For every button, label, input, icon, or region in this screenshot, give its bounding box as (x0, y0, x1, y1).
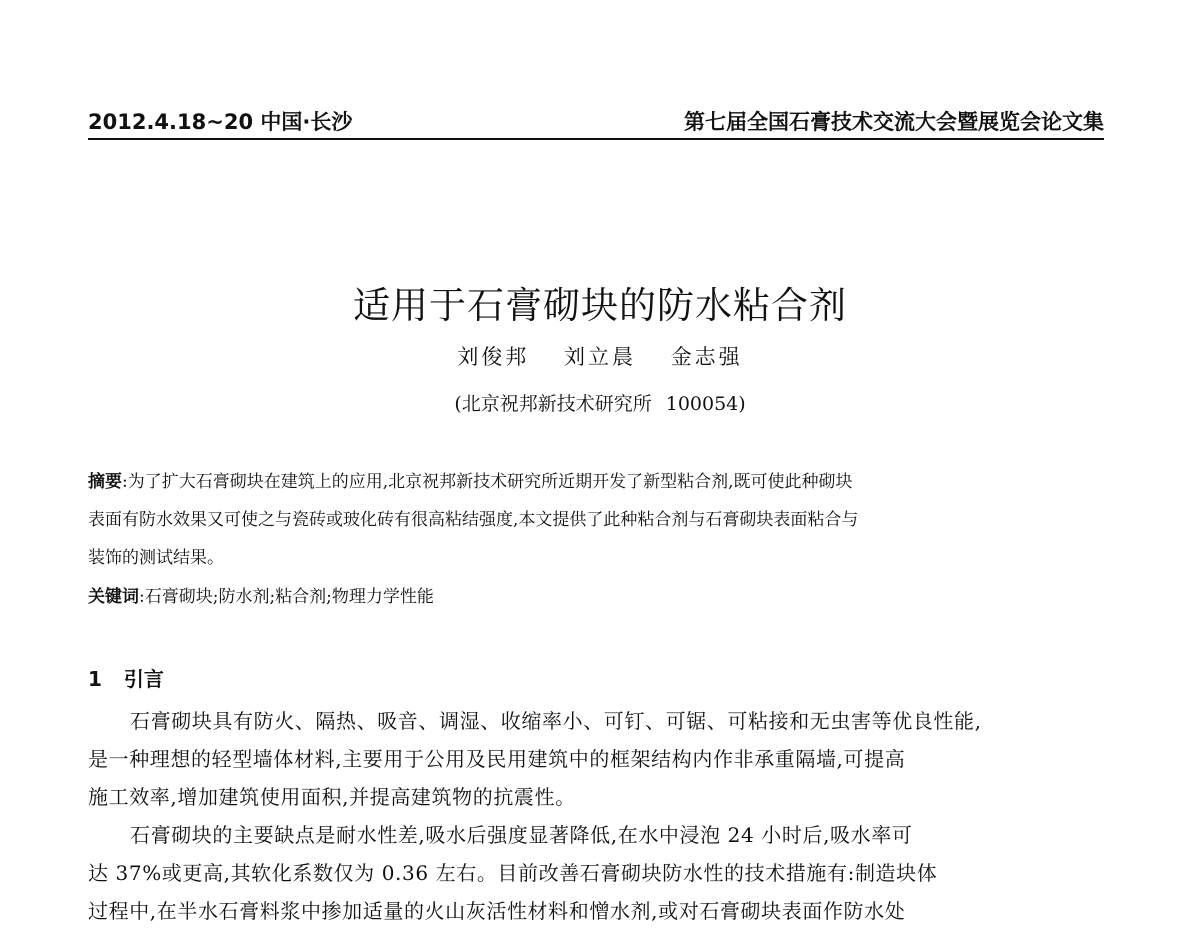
running-header (88, 104, 1104, 140)
paragraph-line: 石膏砌块的主要缺点是耐水性差,吸水后强度显著降低,在水中浸泡 24 小时后,吸水率可 (130, 823, 913, 847)
abstract (88, 463, 1104, 577)
paragraph-line: 石膏砌块具有防火、隔热、吸音、调湿、收缩率小、可钉、可锯、可粘接和无虫害等优良性能, (130, 709, 982, 733)
affiliation-postcode: 100054) (665, 393, 746, 415)
paragraph-line: 达 37%或更高,其软化系数仅为 0.36 左右。目前改善石膏砌块防水性的技术措施有:制造块体 (88, 861, 938, 885)
abstract-label: 摘要 (88, 472, 122, 492)
affiliation-name: (北京祝邦新技术研究所 (454, 393, 652, 415)
paragraph-line: 过程中,在半水石膏料浆中掺加适量的火山灰活性材料和憎水剂,或对石膏砌块表面作防水处 (88, 899, 906, 923)
paper-title: 适用于石膏砌块的防水粘合剂 (353, 284, 847, 327)
author-name: 金志强 (670, 345, 743, 369)
keywords-text: :石膏砌块;防水剂;粘合剂;物理力学性能 (139, 587, 434, 607)
paragraph-line: 施工效率,增加建筑使用面积,并提高建筑物的抗震性。 (88, 785, 576, 809)
author-list (0, 341, 1200, 371)
abstract-text: :为了扩大石膏砌块在建筑上的应用,北京祝邦新技术研究所近期开发了新型粘合剂,既可使此种砌块 (122, 472, 853, 492)
abstract-line (88, 463, 1104, 501)
keywords (88, 582, 1104, 612)
proceedings-title: 第七届全国石膏技术交流大会暨展览会论文集 (684, 110, 1104, 134)
section-title: 引言 (123, 667, 164, 691)
author-name: 刘俊邦 (457, 345, 530, 369)
conference-date-place: 2012.4.18~20 中国·长沙 (88, 110, 353, 134)
section-body (88, 702, 1104, 930)
section-heading (88, 663, 164, 692)
abstract-line: 表面有防水效果又可使之与瓷砖或玻化砖有很高粘结强度,本文提供了此种粘合剂与石膏砌块表面粘合与 (88, 510, 859, 530)
section-number: 1 (88, 667, 102, 691)
abstract-line: 装饰的测试结果。 (88, 548, 224, 568)
author-name: 刘立晨 (564, 345, 636, 369)
paragraph-line: 是一种理想的轻型墙体材料,主要用于公用及民用建筑中的框架结构内作非承重隔墙,可提高 (88, 747, 906, 771)
keywords-label: 关键词 (88, 587, 139, 607)
affiliation (0, 389, 1200, 416)
